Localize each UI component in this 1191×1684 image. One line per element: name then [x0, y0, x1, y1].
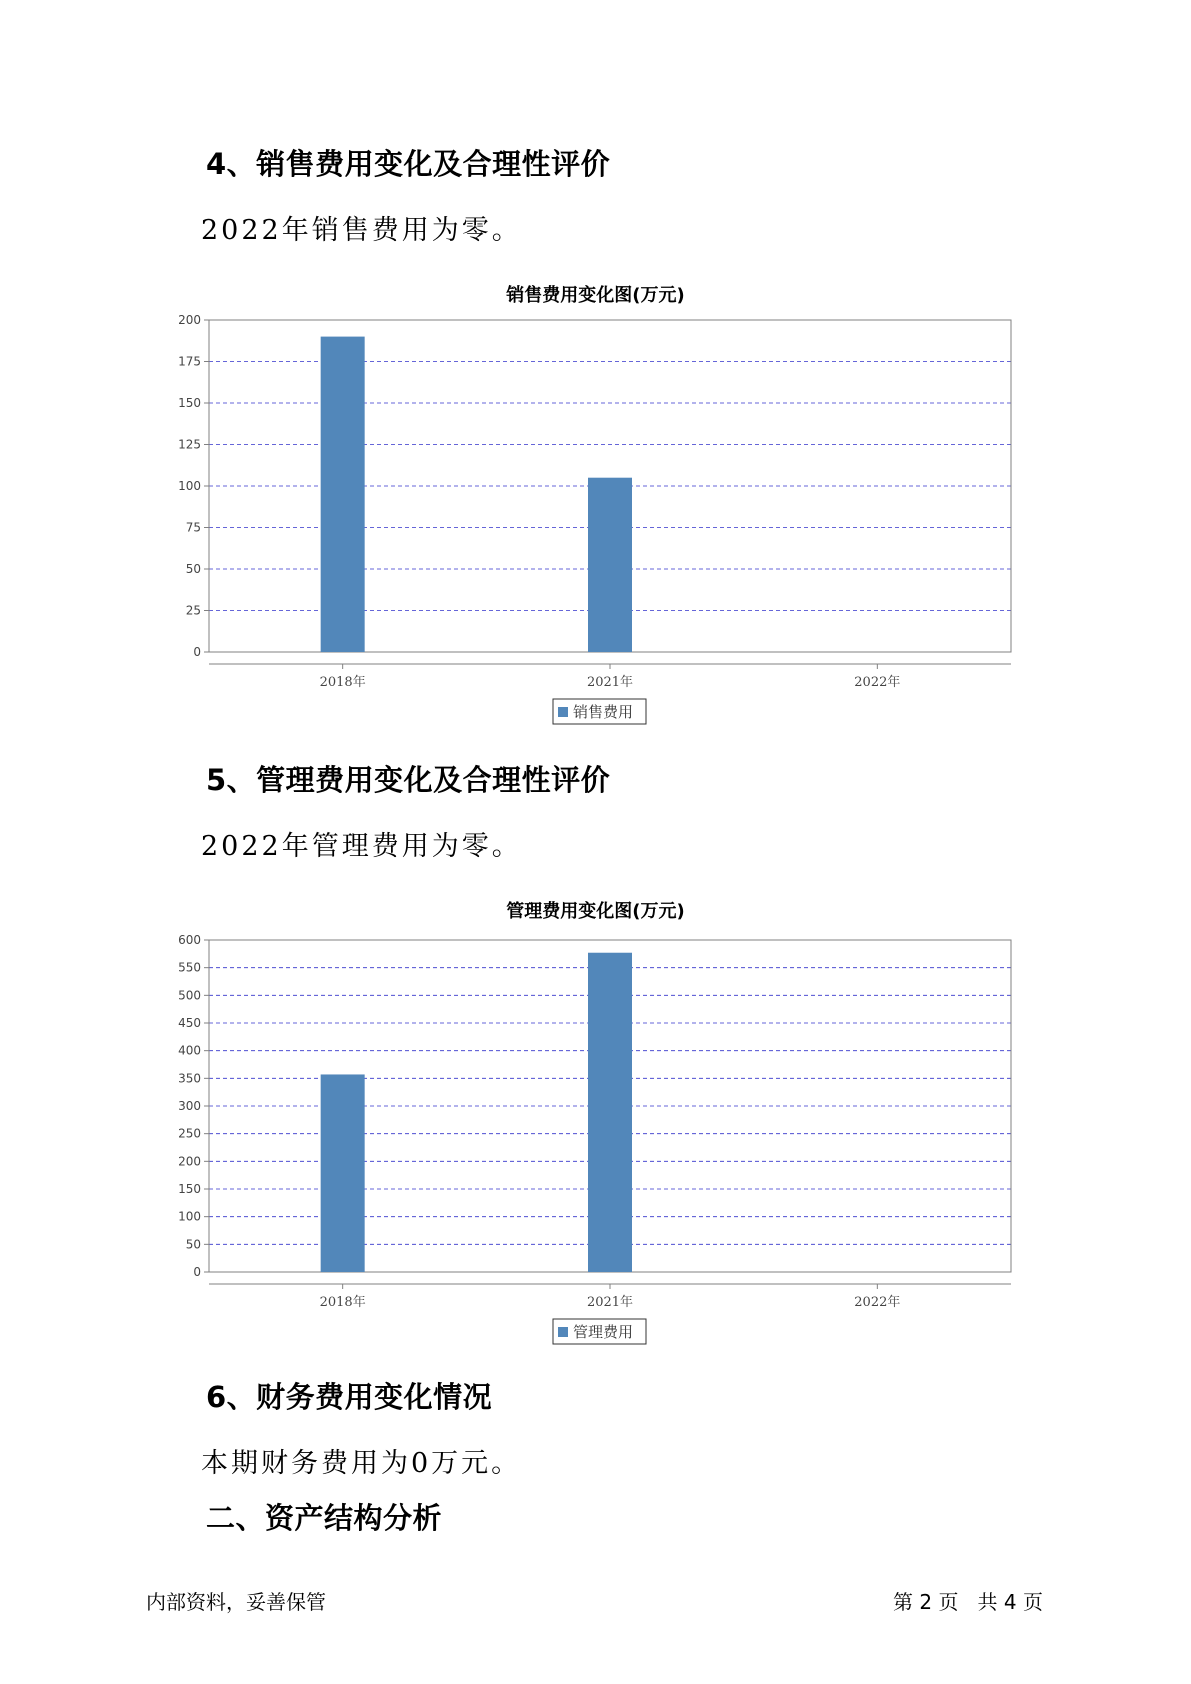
y-tick-label: 50 [185, 1237, 201, 1252]
y-tick-label: 25 [185, 603, 201, 618]
y-tick-label: 100 [178, 1209, 201, 1224]
section-heading-asset-structure: 二、资产结构分析 [206, 1501, 443, 1535]
y-tick-label: 0 [193, 645, 201, 659]
sales-expense-text: 2022年销售费用为零。 [201, 215, 522, 246]
x-tick-label: 2018年 [319, 675, 366, 690]
legend-label: 销售费用 [573, 703, 634, 721]
y-tick-label: 150 [178, 1182, 201, 1196]
y-tick-label: 50 [185, 562, 201, 576]
y-tick-label: 300 [178, 1099, 201, 1113]
y-tick-label: 100 [178, 479, 201, 493]
x-tick-label: 2021年 [586, 675, 634, 690]
y-tick-label: 0 [193, 1265, 201, 1279]
y-tick-label: 125 [178, 437, 201, 452]
y-tick-label: 250 [178, 1126, 201, 1141]
y-tick-label: 350 [178, 1071, 201, 1086]
x-tick-label: 2018年 [319, 1295, 366, 1310]
y-tick-label: 400 [178, 1043, 201, 1058]
admin-expense-chart [0, 920, 1191, 1350]
legend-swatch [558, 707, 568, 717]
y-tick-label: 150 [178, 396, 201, 410]
bar-2018年 [321, 1074, 365, 1272]
footer-confidential: 内部资料，妥善保管 [146, 1590, 326, 1614]
section-heading-finance-expense: 6、财务费用变化情况 [206, 1380, 493, 1414]
y-tick-label: 500 [178, 988, 201, 1003]
y-tick-label: 450 [178, 1016, 201, 1030]
admin-chart-title: 管理费用变化图(万元) [506, 901, 685, 922]
x-tick-label: 2021年 [586, 1295, 634, 1310]
y-tick-label: 600 [178, 933, 201, 947]
section-heading-admin-expense: 5、管理费用变化及合理性评价 [206, 763, 611, 797]
finance-expense-text: 本期财务费用为0万元。 [201, 1448, 522, 1479]
bar-2021年 [588, 478, 632, 652]
y-tick-label: 175 [178, 354, 201, 369]
admin-expense-text: 2022年管理费用为零。 [201, 831, 522, 862]
legend-swatch [558, 1327, 568, 1337]
legend-label: 管理费用 [573, 1323, 634, 1341]
y-tick-label: 200 [178, 313, 201, 327]
sales-expense-chart [0, 300, 1191, 730]
section-heading-sales-expense: 4、销售费用变化及合理性评价 [206, 147, 611, 181]
footer-page-number: 第 2 页 共 4 页 [893, 1590, 1043, 1614]
sales-chart-title: 销售费用变化图(万元) [506, 285, 685, 306]
y-tick-label: 550 [178, 960, 201, 975]
y-tick-label: 200 [178, 1154, 201, 1169]
x-tick-label: 2022年 [854, 675, 901, 690]
bar-2021年 [588, 953, 632, 1272]
y-tick-label: 75 [185, 520, 201, 535]
bar-2018年 [321, 337, 365, 652]
x-tick-label: 2022年 [854, 1295, 901, 1310]
